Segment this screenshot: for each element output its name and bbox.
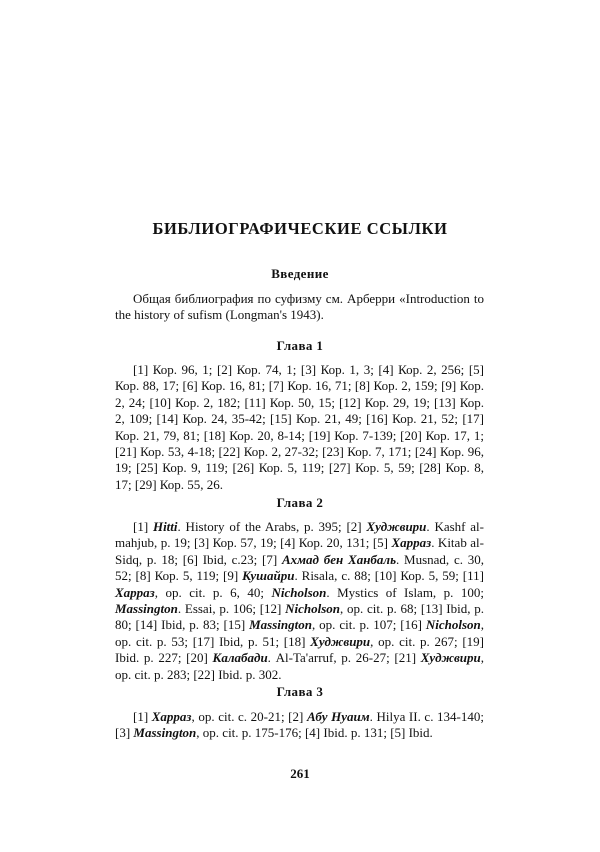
section-text-chapter-3: [1] Харраз, op. cit. с. 20-21; [2] Абу Нуаим. Hilya II. с. 134-140; [3] Massington, op. cit. p. 175-176; [4] Ibid. p. 131; [5] Ibid.	[115, 709, 484, 741]
author-name: Абу Нуаим	[306, 709, 370, 724]
section-text-intro: Общая библиография по суфизму см. Арберри «Introduction to the history of sufism (Longman's 1943).	[115, 291, 484, 323]
section-heading-chapter-2: Глава 2	[276, 495, 324, 510]
section-heading-chapter-1: Глава 1	[276, 338, 324, 353]
author-name: Nicholson	[271, 584, 327, 600]
author-name: Massington	[249, 617, 312, 633]
section-heading-intro: Введение	[271, 266, 329, 281]
page-number: 261	[290, 766, 310, 781]
author-name: Massington	[133, 725, 197, 741]
author-name: Калабади	[212, 650, 268, 666]
author-name: Hitti	[152, 519, 178, 534]
author-name: Nicholson	[425, 617, 481, 633]
author-name: Худжвири	[366, 519, 427, 534]
author-name: Massington	[115, 601, 178, 617]
author-name: Ахмад бен Ханбаль	[281, 551, 397, 567]
author-name: Харраз	[391, 535, 432, 551]
section-heading-chapter-3: Глава 3	[276, 684, 324, 699]
author-name: Харраз	[115, 584, 155, 600]
section-text-chapter-2: [1] Hitti. History of the Arabs, p. 395; [2] Худжвири. Kashf al-mahjub, p. 19; [3] Кор. 57, 19; [4] Кор. 20, 131; [5] Харраз. Kitab al-Sidq, p. 18; [6] Ibid, с.23; [7] Ахмад бен Ханбаль. Musnad, с. 30, 52; [8] Кор. 5, 119; [9] Кушайри. Risala, с. 88; [10] Кор. 5, 59; [11] Харраз, op. cit. p. 6, 40; Nicholson. Mystics of Islam, p. 100; Massington. Essai, p. 106; [12] Nicholson, op. cit. p. 68; [13] Ibid, p. 80; [14] Ibid, p. 83; [15] Massington, op. cit. p. 107; [16] Nicholson, op. cit. p. 53; [17] Ibid, p. 51; [18] Худжвири, op. cit. p. 267; [19] Ibid. p. 227; [20] Калабади. Al-Ta'arruf, p. 26-27; [21] Худжвири, op. cit. p. 283; [22] Ibid. p. 302.	[115, 519, 484, 682]
author-name: Nicholson	[285, 601, 341, 617]
author-name: Кушайри	[242, 568, 295, 584]
page-title: БИБЛИОГРАФИЧЕСКИЕ ССЫЛКИ	[152, 219, 448, 238]
author-name: Худжвири	[420, 650, 481, 666]
author-name: Худжвири	[310, 633, 371, 649]
author-name: Харраз	[151, 709, 192, 724]
section-text-chapter-1: [1] Кор. 96, 1; [2] Кор. 74, 1; [3] Кор. 1, 3; [4] Кор. 2, 256; [5] Кор. 88, 17; [6] Кор. 16, 81; [7] Кор. 16, 71; [8] Кор. 2, 159; [9] Кор. 2, 24; [10] Кор. 2, 182; [11] Кор. 50, 15; [12] Кор. 29, 19; [13] Кор. 2, 109; [14] Кор. 24, 35-42; [15] Кор. 21, 49; [16] Кор. 21, 52; [17] Кор. 21, 79, 81; [18] Кор. 20, 8-14; [19] Кор. 7-139; [20] Кор. 17, 1; [21] Кор. 53, 4-18; [22] Кор. 2, 27-32; [23] Кор. 7, 171; [24] Кор. 96, 19; [25] Кор. 9, 119; [26] Кор. 5, 119; [27] Кор. 5, 59; [28] Кор. 8, 17; [29] Кор. 55, 26.	[115, 362, 484, 492]
